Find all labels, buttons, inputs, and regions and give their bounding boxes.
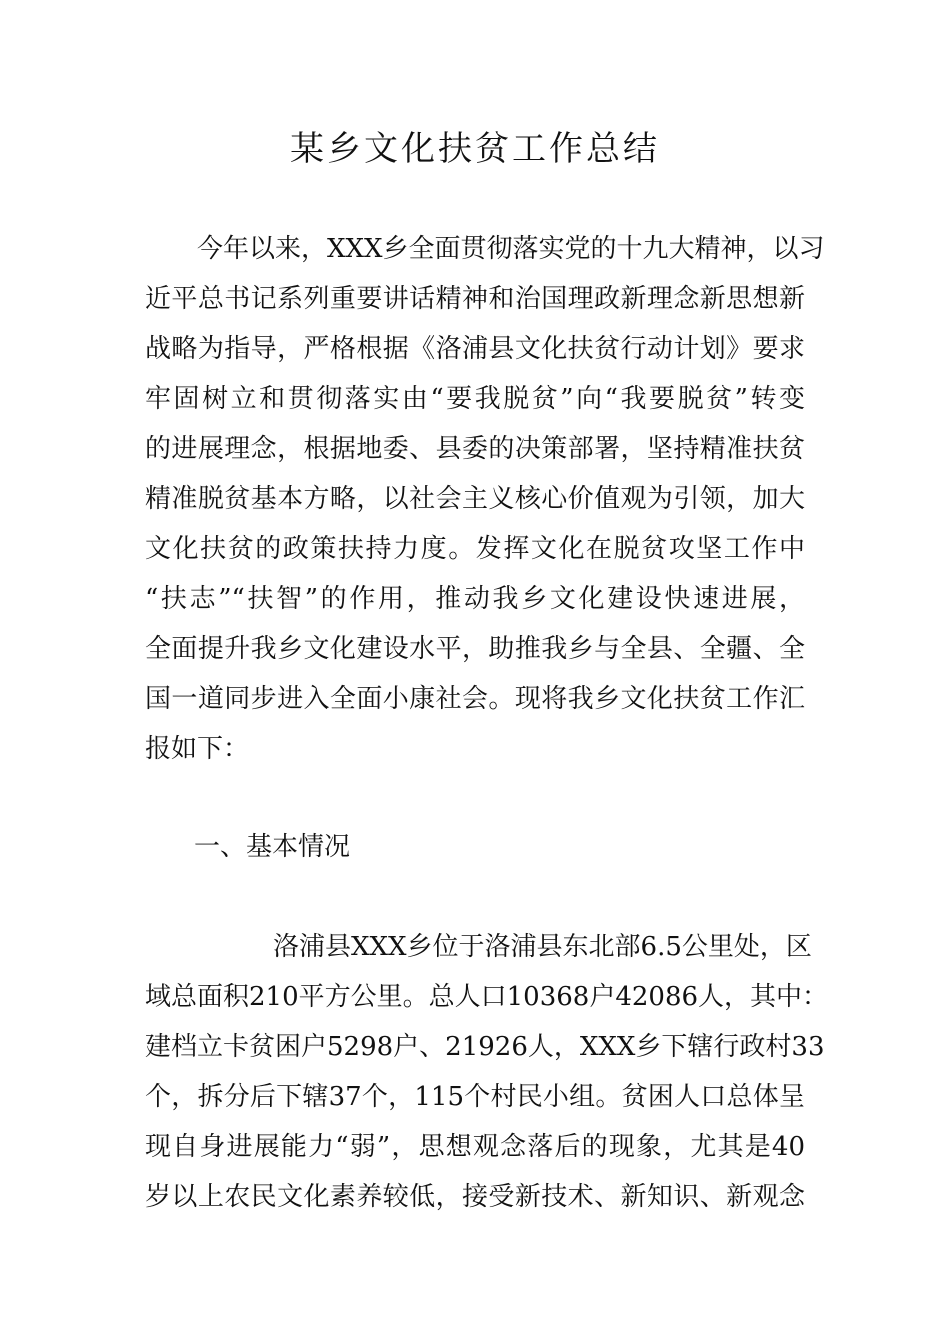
intro-line: 近平总书记系列重要讲话精神和治国理政新理念新思想新 [145,284,805,314]
section-line: 个，拆分后下辖37个，115个村民小组。贫困人口总体呈 [145,1082,805,1112]
intro-line: 全面提升我乡文化建设水平，助推我乡与全县、全疆、全 [145,634,805,664]
intro-line: “扶志”“扶智”的作用，推动我乡文化建设快速进展， [145,584,805,614]
section-heading: 一、基本情况 [194,832,351,862]
intro-line: 精准脱贫基本方略，以社会主义核心价值观为引领，加大 [145,484,805,514]
section-line: 现自身进展能力“弱”，思想观念落后的现象，尤其是40 [145,1132,805,1162]
intro-line: 的进展理念，根据地委、县委的决策部署，坚持精准扶贫 [145,434,805,464]
section-line: 岁以上农民文化素养较低，接受新技术、新知识、新观念 [145,1182,805,1212]
intro-line: 牢固树立和贯彻落实由“要我脱贫”向“我要脱贫”转变 [145,384,805,414]
section-line: 洛浦县XXX乡位于洛浦县东北部6.5公里处，区 [273,932,812,962]
intro-paragraph [145,224,825,774]
section-paragraph [145,922,829,1222]
section-line: 建档立卡贫困户5298户、21926人，XXX乡下辖行政村33 [145,1032,825,1062]
intro-line: 报如下： [145,734,250,764]
intro-line: 国一道同步进入全面小康社会。现将我乡文化扶贫工作汇 [145,684,805,714]
document-title: 某乡文化扶贫工作总结 [290,129,660,169]
intro-line: 战略为指导，严格根据《洛浦县文化扶贫行动计划》要求 [145,334,805,364]
intro-line: 今年以来，XXX乡全面贯彻落实党的十九大精神，以习 [197,234,825,264]
section-line: 域总面积210平方公里。总人口10368户42086人，其中： [145,982,829,1012]
intro-line: 文化扶贫的政策扶持力度。发挥文化在脱贫攻坚工作中 [145,534,805,564]
